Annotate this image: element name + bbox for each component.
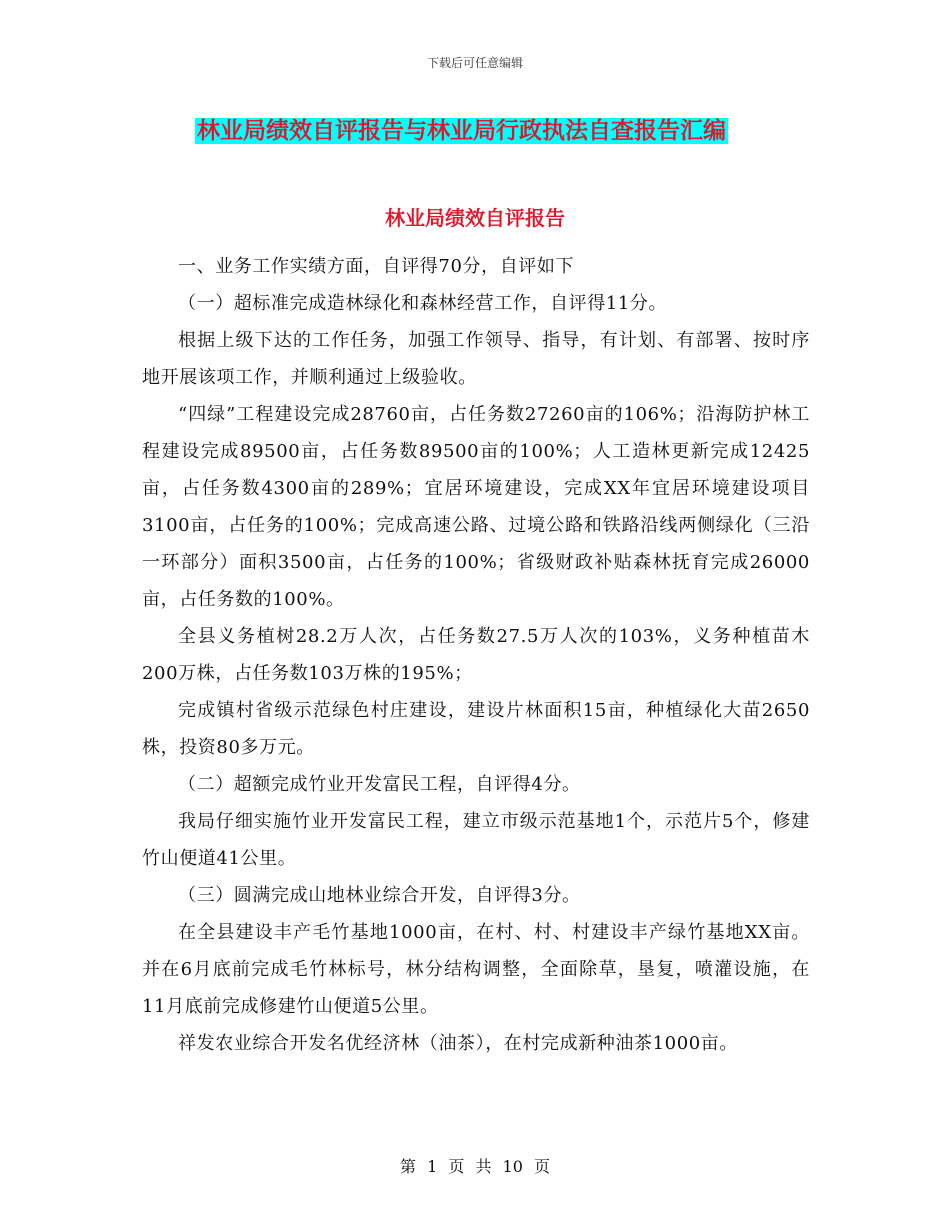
paragraph: 在全县建设丰产毛竹基地1000亩，在村、村、村建设丰产绿竹基地XX亩。并在6月底前完成毛竹林标号，林分结构调整，全面除草，垦复，喷灌设施，在11月底前完成修建竹山便道5公里。 (142, 922, 810, 1017)
document-title-text: 林业局绩效自评报告与林业局行政执法自查报告汇编 (197, 118, 726, 144)
paragraph: “四绿”工程建设完成28760亩，占任务数27260亩的106%；沿海防护林工程建设完成89500亩，占任务数89500亩的100%；人工造林更新完成12425亩，占任务数4300亩的289%；宜居环境建设，完成XX年宜居环境建设项目3100亩，占任务的100%；完成高速公路、过境公路和铁路沿线两侧绿化（三沿一环部分）面积3500亩，占任务的100%；省级财政补贴森林抚育完成26000亩，占任务数的100%。 (142, 404, 810, 610)
paragraph: 完成镇村省级示范绿色村庄建设，建设片林面积15亩，种植绿化大苗2650株，投资80多万元。 (142, 700, 810, 758)
paragraph: 祥发农业综合开发名优经济林（油茶），在村完成新种油茶1000亩。 (178, 1033, 739, 1054)
paragraph: 一、业务工作实绩方面，自评得70分，自评如下 (178, 256, 575, 277)
paragraph: 全县义务植树28.2万人次，占任务数27.5万人次的103%，义务种植苗木200万株，占任务数103万株的195%； (142, 626, 810, 684)
document-title (195, 114, 802, 148)
paragraph: （二）超额完成竹业开发富民工程，自评得4分。 (178, 774, 581, 795)
header-note: 下载后可任意编辑 (426, 56, 523, 70)
paragraph: 根据上级下达的工作任务，加强工作领导、指导，有计划、有部署、按时序地开展该项工作，并顺利通过上级验收。 (142, 330, 810, 388)
section-title: 林业局绩效自评报告 (385, 206, 565, 230)
paragraph: （一）超标准完成造林绿化和森林经营工作，自评得11分。 (178, 293, 668, 314)
paragraph: （三）圆满完成山地林业综合开发，自评得3分。 (178, 885, 581, 906)
paragraph: 我局仔细实施竹业开发富民工程，建立市级示范基地1个，示范片5个，修建竹山便道41公里。 (142, 811, 810, 869)
body-text (142, 248, 810, 1062)
page-footer: 第 1 页 共 10 页 (400, 1157, 550, 1176)
